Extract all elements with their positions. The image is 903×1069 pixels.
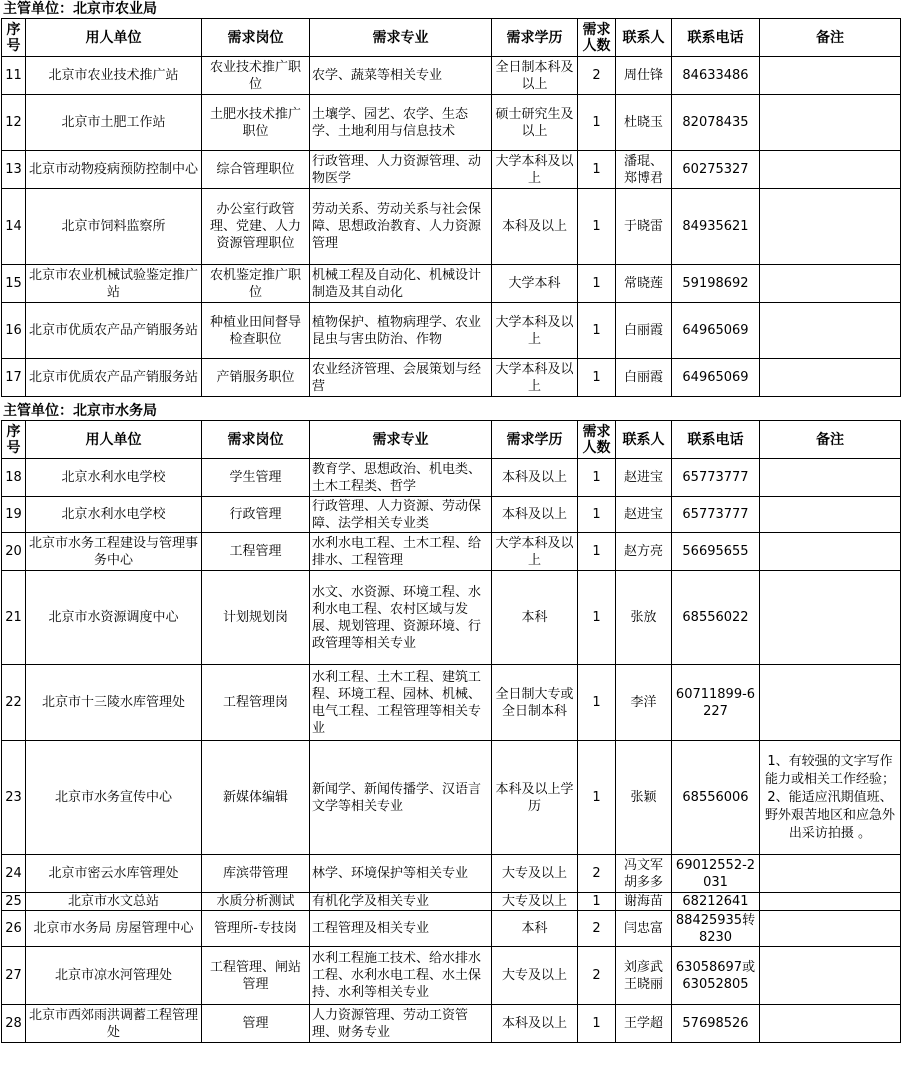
cell-contact: 于晓雷 <box>616 189 672 265</box>
cell-edu: 全日制本科及以上 <box>492 57 578 95</box>
cell-seq: 23 <box>2 741 26 855</box>
cell-post: 水质分析测试 <box>202 893 310 911</box>
table-row <box>2 57 901 95</box>
cell-edu: 大学本科及以上 <box>492 533 578 571</box>
cell-edu: 大学本科及以上 <box>492 359 578 397</box>
cell-unit: 北京水利水电学校 <box>26 497 202 533</box>
cell-note <box>760 459 901 497</box>
cell-edu: 大专及以上 <box>492 893 578 911</box>
cell-unit: 北京市动物疫病预防控制中心 <box>26 151 202 189</box>
header-num: 需求人数 <box>578 19 616 57</box>
cell-post: 综合管理职位 <box>202 151 310 189</box>
cell-contact: 张放 <box>616 571 672 665</box>
table-row <box>2 359 901 397</box>
cell-edu: 大学本科及以上 <box>492 151 578 189</box>
cell-seq: 25 <box>2 893 26 911</box>
cell-note <box>760 189 901 265</box>
cell-post: 计划规划岗 <box>202 571 310 665</box>
cell-seq: 15 <box>2 265 26 303</box>
table-row <box>2 893 901 911</box>
table-row <box>2 855 901 893</box>
cell-phone: 68556022 <box>672 571 760 665</box>
table-row <box>2 303 901 359</box>
cell-note <box>760 265 901 303</box>
cell-phone: 64965069 <box>672 359 760 397</box>
cell-note <box>760 95 901 151</box>
cell-note <box>760 497 901 533</box>
cell-contact: 赵进宝 <box>616 459 672 497</box>
cell-contact: 王学超 <box>616 1005 672 1043</box>
section-title-water: 主管单位：北京市水务局 <box>3 403 157 419</box>
table-row <box>2 265 901 303</box>
table-water <box>1 420 901 1043</box>
cell-phone: 57698526 <box>672 1005 760 1043</box>
cell-seq: 21 <box>2 571 26 665</box>
cell-num: 2 <box>578 911 616 947</box>
header-note: 备注 <box>760 19 901 57</box>
cell-contact: 刘彦武王晓丽 <box>616 947 672 1005</box>
cell-seq: 20 <box>2 533 26 571</box>
cell-num: 1 <box>578 893 616 911</box>
cell-phone: 59198692 <box>672 265 760 303</box>
table-row <box>2 95 901 151</box>
cell-contact: 白丽霞 <box>616 359 672 397</box>
cell-num: 1 <box>578 533 616 571</box>
cell-contact: 赵方亮 <box>616 533 672 571</box>
cell-seq: 27 <box>2 947 26 1005</box>
cell-phone: 65773777 <box>672 497 760 533</box>
cell-contact: 常晓莲 <box>616 265 672 303</box>
cell-note <box>760 533 901 571</box>
cell-edu: 大专及以上 <box>492 855 578 893</box>
table-body-water <box>2 459 901 1043</box>
header-unit: 用人单位 <box>26 421 202 459</box>
cell-seq: 17 <box>2 359 26 397</box>
cell-unit: 北京市西郊雨洪调蓄工程管理处 <box>26 1005 202 1043</box>
cell-major: 人力资源管理、劳动工资管理、财务专业 <box>310 1005 492 1043</box>
cell-phone: 65773777 <box>672 459 760 497</box>
cell-contact: 冯文军胡多多 <box>616 855 672 893</box>
cell-seq: 24 <box>2 855 26 893</box>
header-phone: 联系电话 <box>672 19 760 57</box>
cell-edu: 本科及以上 <box>492 1005 578 1043</box>
cell-phone: 68556006 <box>672 741 760 855</box>
cell-major: 水利水电工程、土木工程、给排水、工程管理 <box>310 533 492 571</box>
cell-edu: 硕士研究生及以上 <box>492 95 578 151</box>
cell-unit: 北京市水务宣传中心 <box>26 741 202 855</box>
cell-note <box>760 665 901 741</box>
header-post: 需求岗位 <box>202 421 310 459</box>
cell-unit: 北京市水资源调度中心 <box>26 571 202 665</box>
cell-post: 管理所-专技岗 <box>202 911 310 947</box>
header-row <box>2 19 901 57</box>
header-edu: 需求学历 <box>492 19 578 57</box>
cell-post: 管理 <box>202 1005 310 1043</box>
cell-major: 林学、环境保护等相关专业 <box>310 855 492 893</box>
cell-contact: 周仕锋 <box>616 57 672 95</box>
cell-phone: 63058697或63052805 <box>672 947 760 1005</box>
cell-note: 1、有较强的文字写作能力或相关工作经验；2、能适应汛期值班、野外艰苦地区和应急外出采访拍摄 。 <box>760 741 901 855</box>
header-num: 需求人数 <box>578 421 616 459</box>
cell-num: 1 <box>578 303 616 359</box>
cell-num: 1 <box>578 1005 616 1043</box>
cell-post: 工程管理 <box>202 533 310 571</box>
cell-unit: 北京市凉水河管理处 <box>26 947 202 1005</box>
cell-note <box>760 303 901 359</box>
cell-num: 2 <box>578 57 616 95</box>
cell-edu: 本科及以上 <box>492 189 578 265</box>
cell-contact: 谢海苗 <box>616 893 672 911</box>
cell-seq: 19 <box>2 497 26 533</box>
table-row <box>2 151 901 189</box>
section-title-agriculture: 主管单位：北京市农业局 <box>3 1 157 17</box>
table-row <box>2 1005 901 1043</box>
cell-unit: 北京市密云水库管理处 <box>26 855 202 893</box>
header-major: 需求专业 <box>310 421 492 459</box>
cell-major: 水文、水资源、环境工程、水利水电工程、农村区域与发展、规划管理、资源环境、行政管理等相关专业 <box>310 571 492 665</box>
cell-phone: 84935621 <box>672 189 760 265</box>
header-post: 需求岗位 <box>202 19 310 57</box>
cell-note <box>760 571 901 665</box>
cell-num: 1 <box>578 359 616 397</box>
cell-seq: 12 <box>2 95 26 151</box>
cell-num: 1 <box>578 741 616 855</box>
cell-contact: 杜晓玉 <box>616 95 672 151</box>
cell-seq: 11 <box>2 57 26 95</box>
cell-post: 库滨带管理 <box>202 855 310 893</box>
cell-post: 产销服务职位 <box>202 359 310 397</box>
cell-edu: 本科 <box>492 571 578 665</box>
table-row <box>2 911 901 947</box>
cell-edu: 大专及以上 <box>492 947 578 1005</box>
cell-post: 工程管理岗 <box>202 665 310 741</box>
cell-unit: 北京市十三陵水库管理处 <box>26 665 202 741</box>
header-major: 需求专业 <box>310 19 492 57</box>
cell-contact: 张颖 <box>616 741 672 855</box>
cell-post: 行政管理 <box>202 497 310 533</box>
table-row <box>2 497 901 533</box>
cell-num: 1 <box>578 265 616 303</box>
cell-phone: 84633486 <box>672 57 760 95</box>
cell-major: 农业经济管理、会展策划与经营 <box>310 359 492 397</box>
cell-major: 植物保护、植物病理学、农业昆虫与害虫防治、作物 <box>310 303 492 359</box>
cell-note <box>760 57 901 95</box>
cell-major: 水利工程、土木工程、建筑工程、环境工程、园林、机械、电气工程、工程管理等相关专业 <box>310 665 492 741</box>
cell-phone: 56695655 <box>672 533 760 571</box>
cell-post: 学生管理 <box>202 459 310 497</box>
cell-major: 行政管理、人力资源、劳动保障、法学相关专业类 <box>310 497 492 533</box>
cell-note <box>760 855 901 893</box>
cell-unit: 北京市优质农产品产销服务站 <box>26 303 202 359</box>
cell-phone: 64965069 <box>672 303 760 359</box>
cell-edu: 本科 <box>492 911 578 947</box>
header-phone: 联系电话 <box>672 421 760 459</box>
header-contact: 联系人 <box>616 421 672 459</box>
cell-post: 农机鉴定推广职位 <box>202 265 310 303</box>
cell-phone: 88425935转8230 <box>672 911 760 947</box>
cell-contact: 闫忠富 <box>616 911 672 947</box>
cell-contact: 赵进宝 <box>616 497 672 533</box>
table-row <box>2 947 901 1005</box>
cell-post: 办公室行政管理、党建、人力资源管理职位 <box>202 189 310 265</box>
cell-seq: 13 <box>2 151 26 189</box>
cell-num: 1 <box>578 665 616 741</box>
header-seq: 序号 <box>2 421 26 459</box>
cell-major: 工程管理及相关专业 <box>310 911 492 947</box>
cell-edu: 本科及以上 <box>492 497 578 533</box>
cell-contact: 白丽霞 <box>616 303 672 359</box>
cell-phone: 60711899-6227 <box>672 665 760 741</box>
cell-phone: 68212641 <box>672 893 760 911</box>
header-seq: 序号 <box>2 19 26 57</box>
cell-unit: 北京市农业机械试验鉴定推广站 <box>26 265 202 303</box>
cell-seq: 26 <box>2 911 26 947</box>
cell-num: 1 <box>578 151 616 189</box>
cell-note <box>760 359 901 397</box>
table-row <box>2 665 901 741</box>
header-row <box>2 421 901 459</box>
cell-contact: 潘琨、郑博君 <box>616 151 672 189</box>
table-body-agriculture <box>2 57 901 397</box>
cell-major: 机械工程及自动化、机械设计制造及其自动化 <box>310 265 492 303</box>
header-edu: 需求学历 <box>492 421 578 459</box>
cell-unit: 北京市优质农产品产销服务站 <box>26 359 202 397</box>
cell-post: 农业技术推广职位 <box>202 57 310 95</box>
cell-unit: 北京市水务工程建设与管理事务中心 <box>26 533 202 571</box>
table-row <box>2 741 901 855</box>
cell-post: 种植业田间督导检查职位 <box>202 303 310 359</box>
cell-phone: 69012552-2031 <box>672 855 760 893</box>
cell-note <box>760 947 901 1005</box>
cell-major: 行政管理、人力资源管理、动物医学 <box>310 151 492 189</box>
cell-edu: 大学本科 <box>492 265 578 303</box>
cell-num: 2 <box>578 855 616 893</box>
cell-seq: 14 <box>2 189 26 265</box>
cell-edu: 大学本科及以上 <box>492 303 578 359</box>
cell-unit: 北京市土肥工作站 <box>26 95 202 151</box>
cell-edu: 本科及以上学历 <box>492 741 578 855</box>
cell-seq: 22 <box>2 665 26 741</box>
cell-note <box>760 893 901 911</box>
cell-seq: 18 <box>2 459 26 497</box>
table-row <box>2 571 901 665</box>
cell-unit: 北京市饲料监察所 <box>26 189 202 265</box>
cell-edu: 全日制大专或全日制本科 <box>492 665 578 741</box>
cell-num: 1 <box>578 95 616 151</box>
cell-edu: 本科及以上 <box>492 459 578 497</box>
cell-num: 2 <box>578 947 616 1005</box>
header-note: 备注 <box>760 421 901 459</box>
cell-unit: 北京水利水电学校 <box>26 459 202 497</box>
cell-major: 劳动关系、劳动关系与社会保障、思想政治教育、人力资源管理 <box>310 189 492 265</box>
cell-unit: 北京市农业技术推广站 <box>26 57 202 95</box>
table-agriculture <box>1 18 901 397</box>
cell-contact: 李洋 <box>616 665 672 741</box>
cell-major: 新闻学、新闻传播学、汉语言文学等相关专业 <box>310 741 492 855</box>
cell-major: 农学、蔬菜等相关专业 <box>310 57 492 95</box>
header-unit: 用人单位 <box>26 19 202 57</box>
cell-num: 1 <box>578 571 616 665</box>
table-row <box>2 533 901 571</box>
cell-num: 1 <box>578 497 616 533</box>
cell-note <box>760 151 901 189</box>
cell-num: 1 <box>578 459 616 497</box>
cell-major: 土壤学、园艺、农学、生态学、土地利用与信息技术 <box>310 95 492 151</box>
table-row <box>2 459 901 497</box>
cell-seq: 16 <box>2 303 26 359</box>
cell-major: 水利工程施工技术、给水排水工程、水利水电工程、水土保持、水利等相关专业 <box>310 947 492 1005</box>
cell-phone: 82078435 <box>672 95 760 151</box>
cell-note <box>760 1005 901 1043</box>
cell-phone: 60275327 <box>672 151 760 189</box>
cell-num: 1 <box>578 189 616 265</box>
cell-post: 新媒体编辑 <box>202 741 310 855</box>
cell-unit: 北京市水文总站 <box>26 893 202 911</box>
cell-major: 教育学、思想政治、机电类、土木工程类、哲学 <box>310 459 492 497</box>
cell-unit: 北京市水务局 房屋管理中心 <box>26 911 202 947</box>
header-contact: 联系人 <box>616 19 672 57</box>
cell-post: 工程管理、闸站管理 <box>202 947 310 1005</box>
cell-note <box>760 911 901 947</box>
cell-post: 土肥水技术推广职位 <box>202 95 310 151</box>
cell-major: 有机化学及相关专业 <box>310 893 492 911</box>
cell-seq: 28 <box>2 1005 26 1043</box>
table-row <box>2 189 901 265</box>
